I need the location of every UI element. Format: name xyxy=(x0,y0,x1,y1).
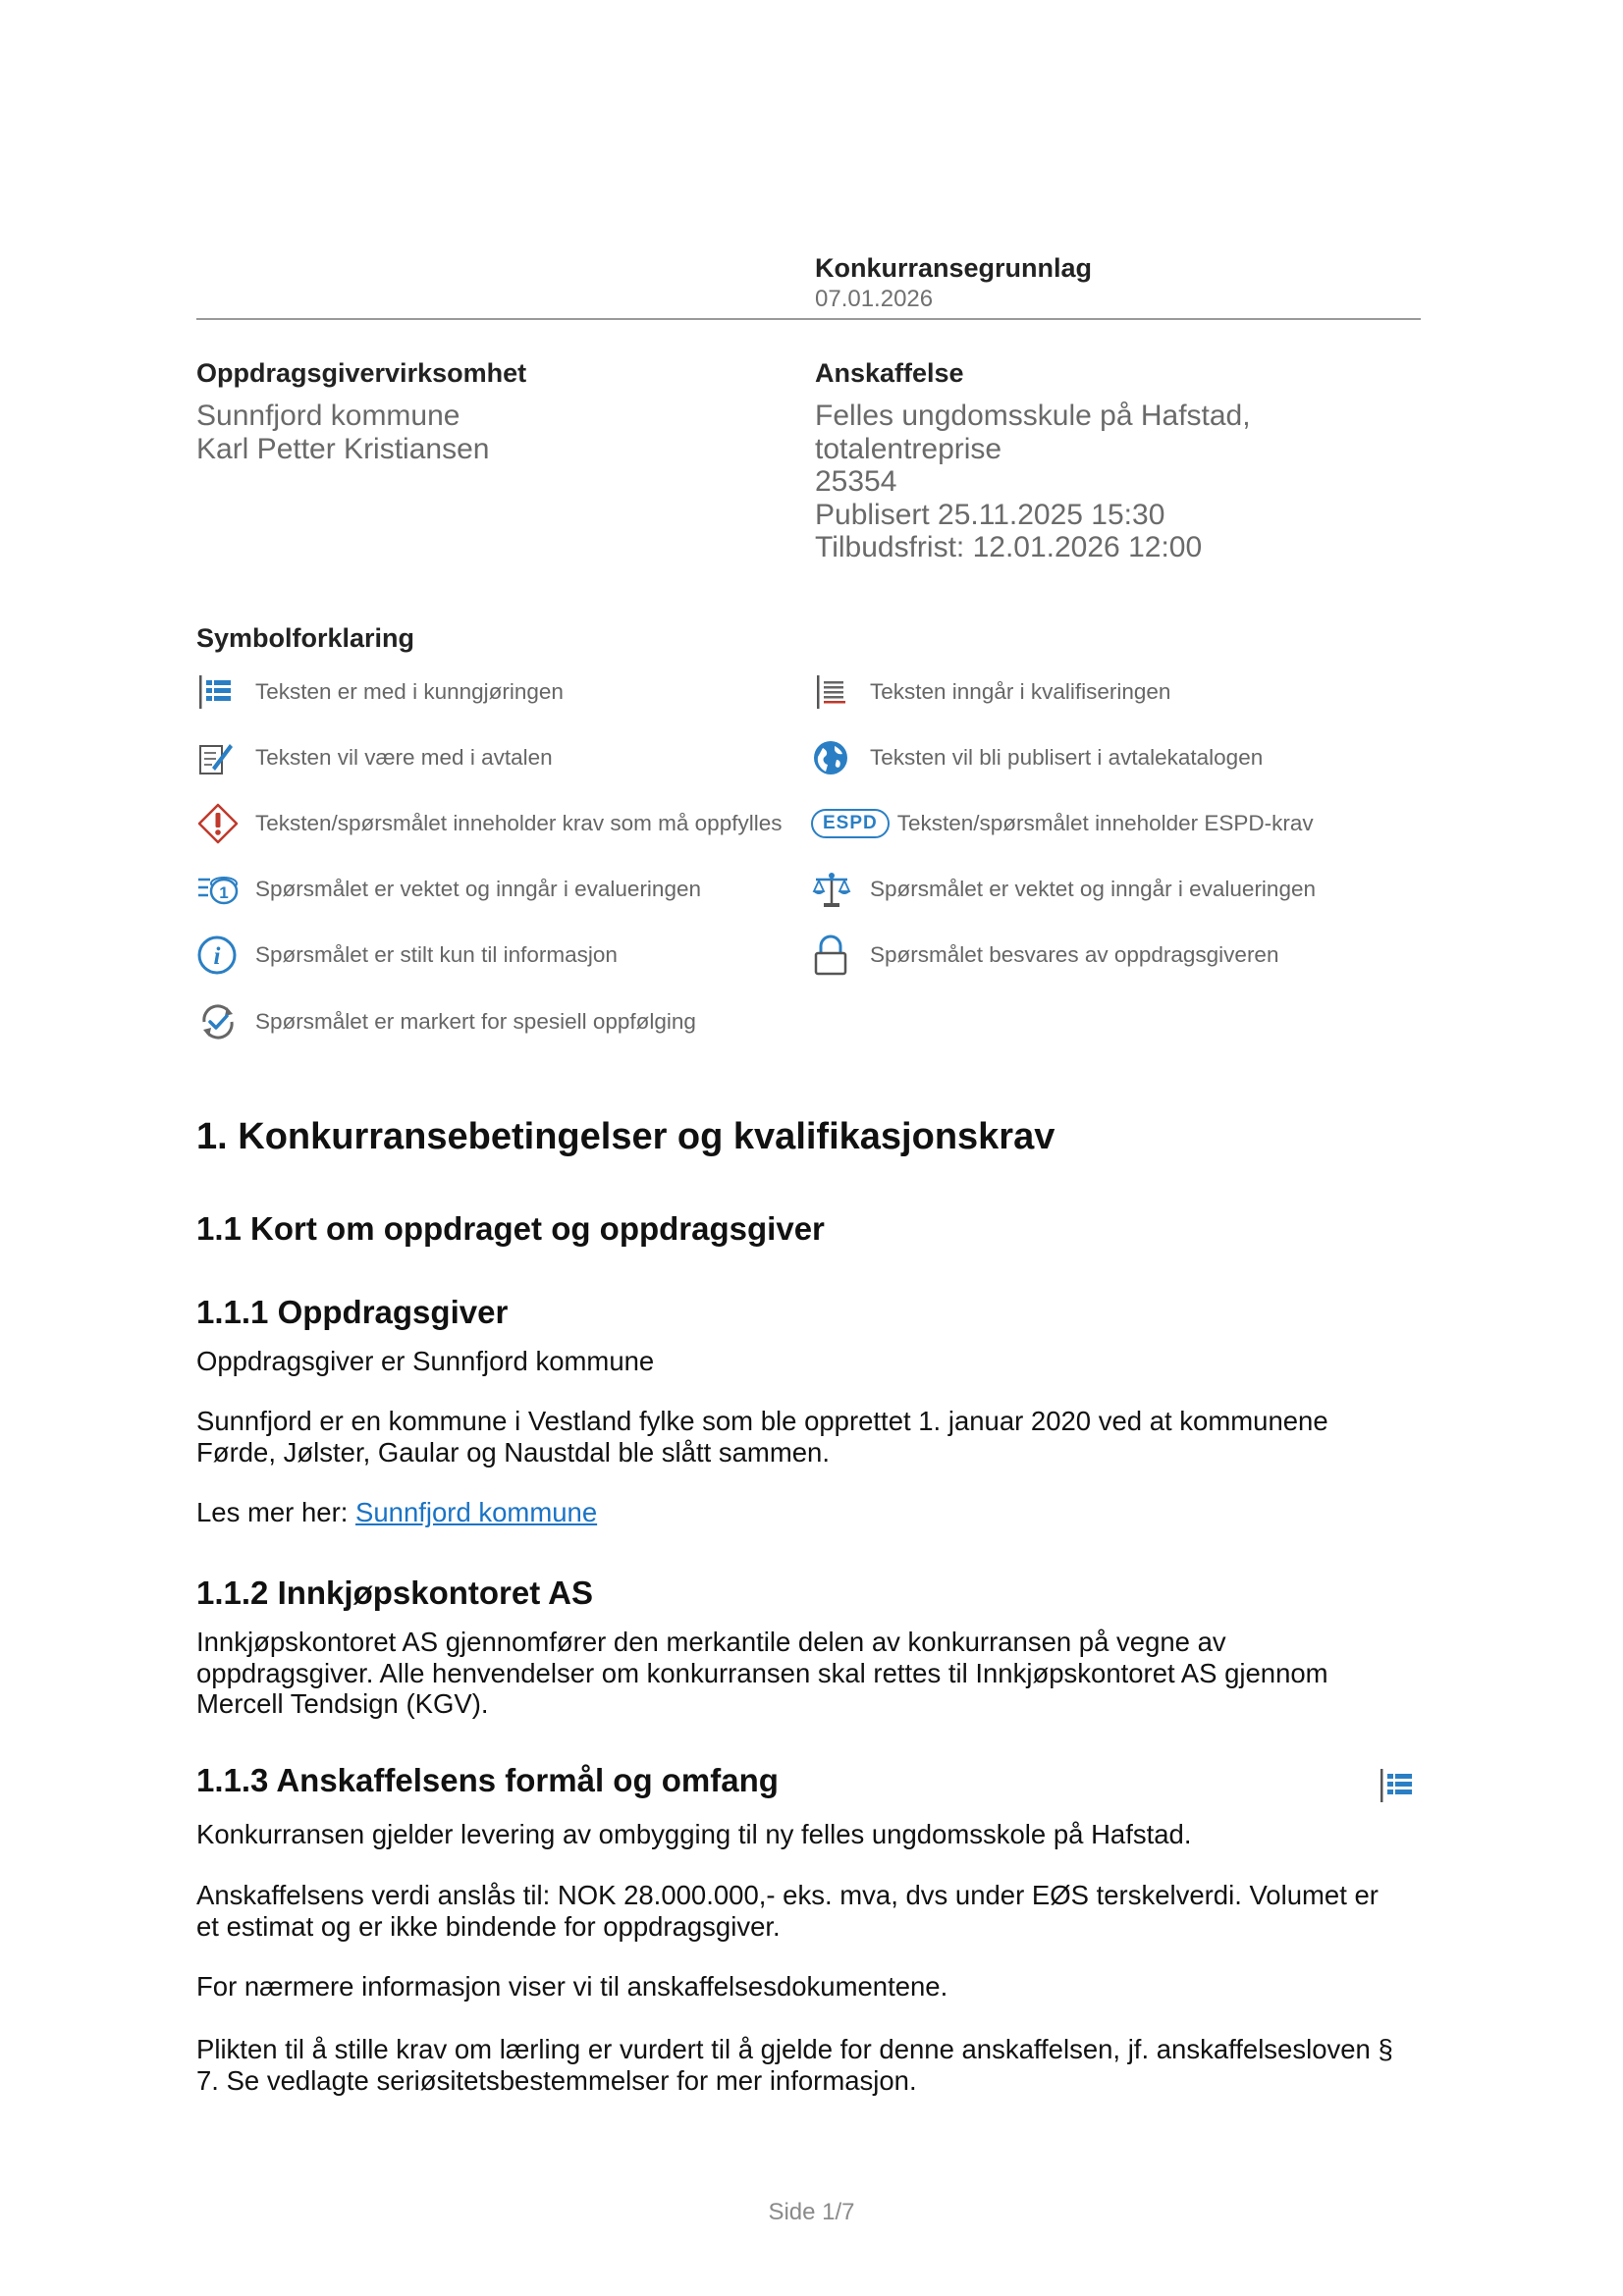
document-date: 07.01.2026 xyxy=(815,286,934,312)
info-circle-icon xyxy=(196,934,243,977)
paragraph-line: Anskaffelsens verdi anslås til: NOK 28.000.000,- eks. mva, dvs under EØS terskelverdi. Volumet er xyxy=(196,1880,1379,1910)
procurement-id: 25354 xyxy=(815,465,897,498)
legend-label: Teksten inngår i kvalifiseringen xyxy=(870,679,1171,704)
followup-check-icon xyxy=(196,1000,243,1043)
globe-icon xyxy=(811,736,858,779)
legend-item-requirement xyxy=(196,802,782,845)
legend-item-followup xyxy=(196,1000,696,1043)
announcement-list-icon xyxy=(1378,1766,1417,1810)
legend-item-announcement xyxy=(196,670,564,714)
legend-item-contract xyxy=(196,736,553,779)
paragraph xyxy=(196,1406,1424,1468)
svg-text:1: 1 xyxy=(219,883,229,902)
legend-label: Teksten vil bli publisert i avtalekatalogen xyxy=(870,745,1264,770)
paragraph: Oppdragsgiver er Sunnfjord kommune xyxy=(196,1346,655,1376)
paragraph-line: oppdragsgiver. Alle henvendelser om konkurransen skal rettes til Innkjøpskontoret AS gjennom xyxy=(196,1657,1328,1688)
client-info xyxy=(196,400,489,465)
legend-item-qualification xyxy=(811,670,1170,714)
procurement-deadline: Tilbudsfrist: 12.01.2026 12:00 xyxy=(815,531,1203,563)
paragraph xyxy=(196,1627,1424,1720)
section-1-heading: 1. Konkurransebetingelser og kvalifikasjonskrav xyxy=(196,1116,1055,1157)
client-heading: Oppdragsgivervirksomhet xyxy=(196,358,527,388)
legend-label: Spørsmålet besvares av oppdragsgiveren xyxy=(870,942,1279,967)
espd-badge-icon: ESPD xyxy=(811,809,890,838)
section-1-1-heading: 1.1 Kort om oppdraget og oppdragsgiver xyxy=(196,1210,825,1247)
legend-label: Teksten/spørsmålet inneholder ESPD-krav xyxy=(896,811,1314,835)
sunnfjord-kommune-link[interactable]: Sunnfjord kommune xyxy=(355,1497,598,1527)
procurement-name-line2: totalentreprise xyxy=(815,432,1002,465)
legend-label: Spørsmålet er vektet og inngår i evalueringen xyxy=(255,877,701,901)
qualification-lines-icon xyxy=(811,670,858,714)
weighted-coins-icon xyxy=(196,868,243,911)
legend-item-espd xyxy=(811,802,1314,845)
paragraph: For nærmere informasjon viser vi til anskaffelsesdokumentene. xyxy=(196,1971,948,2002)
procurement-heading: Anskaffelse xyxy=(815,358,964,388)
legend-label: Teksten/spørsmålet inneholder krav som må oppfylles xyxy=(255,811,783,835)
section-1-1-2-heading: 1.1.2 Innkjøpskontoret AS xyxy=(196,1575,594,1611)
legend-item-answered-by-client xyxy=(811,934,1278,977)
svg-text:i: i xyxy=(213,943,221,970)
paragraph-line: Sunnfjord er en kommune i Vestland fylke som ble opprettet 1. januar 2020 ved at kommunene xyxy=(196,1406,1328,1436)
legend-label: Teksten vil være med i avtalen xyxy=(255,745,553,770)
procurement-info xyxy=(815,400,1251,564)
paragraph-line: Plikten til å stille krav om lærling er vurdert til å gjelde for denne anskaffelsen, jf. anskaffelsesloven § xyxy=(196,2034,1393,2064)
legend-item-info xyxy=(196,934,618,977)
announcement-list-icon xyxy=(196,670,243,714)
client-contact: Karl Petter Kristiansen xyxy=(196,432,490,465)
paragraph-line: et estimat og er ikke bindende for oppdragsgiver. xyxy=(196,1910,781,1942)
paragraph-line: Førde, Jølster, Gaular og Naustdal ble slått sammen. xyxy=(196,1436,830,1468)
legend-item-weighted-b xyxy=(811,868,1316,911)
section-1-1-3-heading: 1.1.3 Anskaffelsens formål og omfang xyxy=(196,1762,779,1798)
procurement-published: Publisert 25.11.2025 15:30 xyxy=(815,498,1165,531)
legend-item-catalog xyxy=(811,736,1263,779)
paragraph xyxy=(196,1880,1424,1942)
paragraph-line: Innkjøpskontoret AS gjennomfører den merkantile delen av konkurransen på vegne av xyxy=(196,1627,1226,1657)
document-title: Konkurransegrunnlag xyxy=(815,253,1093,283)
paragraph-line: Mercell Tendsign (KGV). xyxy=(196,1688,489,1719)
legend-item-weighted-a xyxy=(196,868,701,911)
legend-label: Teksten er med i kunngjøringen xyxy=(255,679,564,704)
padlock-icon xyxy=(811,934,858,977)
legend-label: Spørsmålet er stilt kun til informasjon xyxy=(255,942,618,967)
paragraph: Konkurransen gjelder levering av ombygging til ny felles ungdomsskole på Hafstad. xyxy=(196,1819,1192,1849)
client-name: Sunnfjord kommune xyxy=(196,400,460,432)
legend-label: Spørsmålet er markert for spesiell oppfølging xyxy=(255,1009,696,1034)
paragraph-line: 7. Se vedlagte seriøsitetsbestemmelser for mer informasjon. xyxy=(196,2064,917,2096)
legend-label: Spørsmålet er vektet og inngår i evalueringen xyxy=(870,877,1316,901)
paragraph xyxy=(196,1497,1424,1528)
header-divider xyxy=(196,318,1421,320)
read-more-prefix: Les mer her: xyxy=(196,1497,356,1527)
section-1-1-1-heading: 1.1.1 Oppdragsgiver xyxy=(196,1294,509,1330)
paragraph xyxy=(196,2034,1424,2096)
warning-diamond-icon xyxy=(196,802,243,845)
contract-pen-icon xyxy=(196,736,243,779)
procurement-name-line1: Felles ungdomsskule på Hafstad, xyxy=(815,400,1251,432)
scales-icon xyxy=(811,868,858,911)
legend-heading: Symbolforklaring xyxy=(196,623,415,653)
page-number: Side 1/7 xyxy=(768,2199,855,2225)
